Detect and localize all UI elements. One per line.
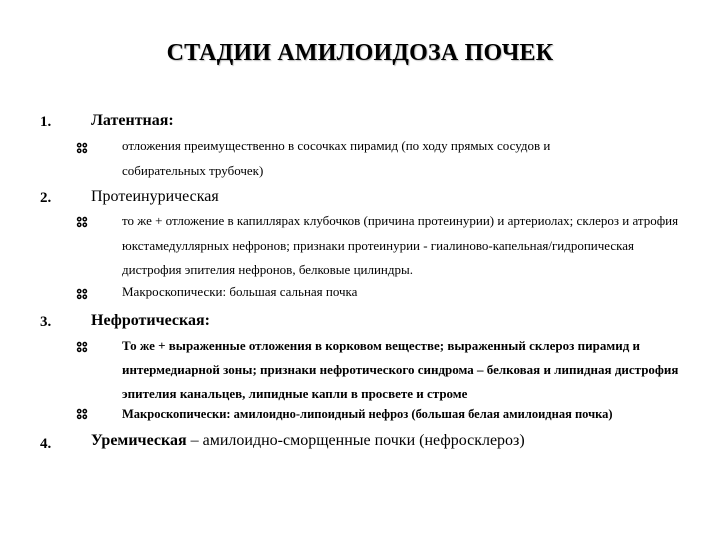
diamond-bullet-icon	[76, 288, 88, 300]
slide-title: СТАДИИ АМИЛОИДОЗА ПОЧЕК	[166, 40, 554, 66]
stage-1-item-1: отложения преимущественно в сосочках пирамид (по ходу прямых сосудов и собирательных трубочек)	[122, 138, 551, 178]
diamond-bullet-icon	[76, 216, 88, 228]
diamond-bullet-icon	[76, 142, 88, 154]
diamond-bullet-icon	[76, 408, 88, 420]
stage-3-heading: Нефротическая:	[91, 312, 210, 329]
stage-1-number: 1.	[40, 114, 52, 130]
stage-4-description: – амилоидно-сморщенные почки (нефросклероз)	[186, 432, 525, 449]
stage-3-item-1: То же + выраженные отложения в корковом веществе; выраженный склероз пирамид и интермедиарной зоны; признаки нефротического синдрома – белковая и липидная дистрофия эпителия канальцев, липидные капли в просвете и строме	[122, 338, 679, 401]
stage-4-line	[91, 432, 525, 450]
stage-2-item-2: Макроскопически: большая сальная почка	[122, 284, 358, 299]
stage-1-heading: Латентная:	[91, 112, 174, 129]
stage-2-heading: Протеинурическая	[91, 188, 219, 205]
stage-2-number: 2.	[40, 190, 52, 206]
stage-2-item-1: то же + отложение в капиллярах клубочков (причина протеинурии) и артериолах; склероз и атрофия юкстамедуллярных нефронов; признаки протеинурии - гиалиново-капельная/гидропическая дистрофия эпителия нефронов, белковые цилиндры.	[122, 213, 679, 277]
stage-3-number: 3.	[40, 314, 52, 330]
stage-3-item-2: Макроскопически: амилоидно-липоидный нефроз (большая белая амилоидная почка)	[122, 407, 613, 421]
stage-4-number: 4.	[40, 436, 52, 452]
diamond-bullet-icon	[76, 341, 88, 353]
stage-4-heading: Уремическая	[91, 432, 187, 449]
